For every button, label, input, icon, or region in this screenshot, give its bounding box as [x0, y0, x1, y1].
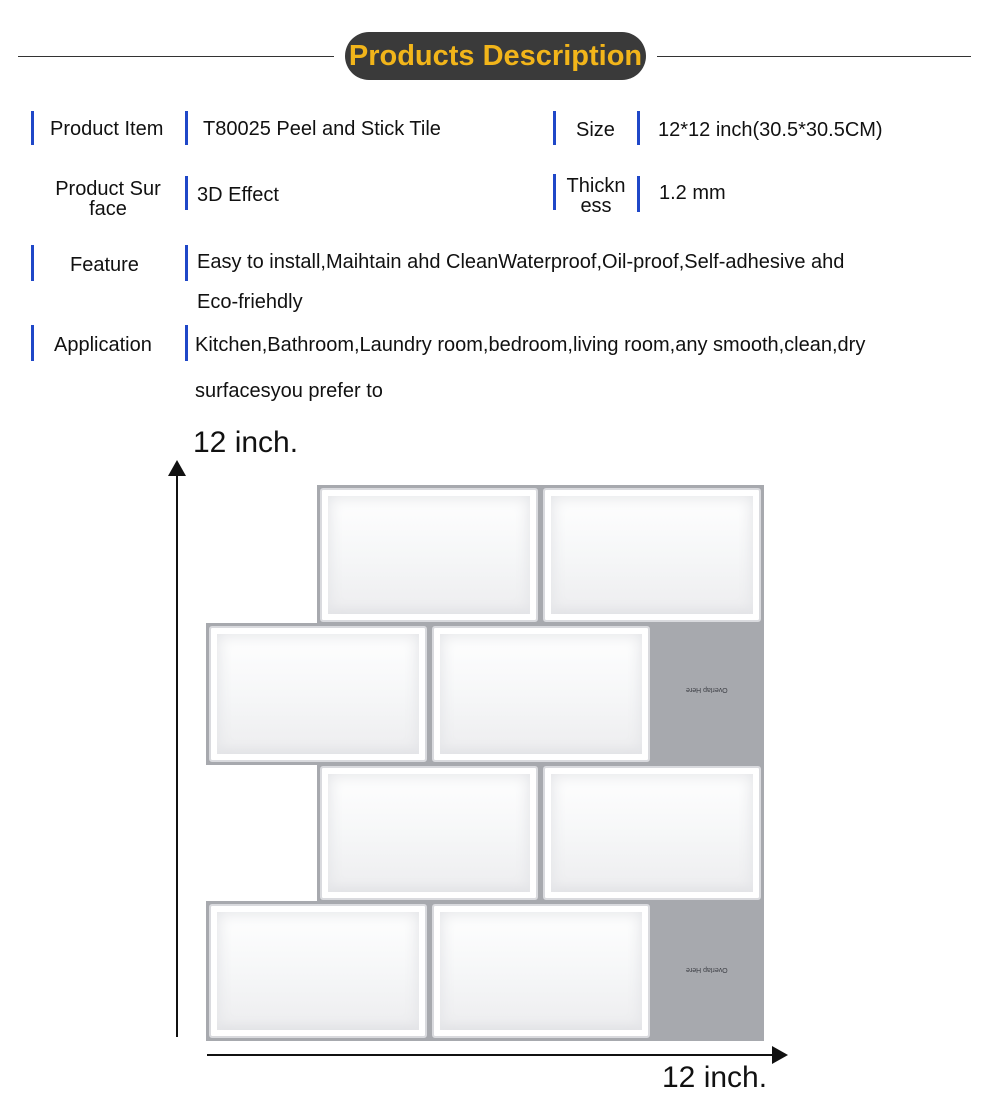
subway-tile [543, 488, 761, 622]
product-item-label: Product Item [50, 118, 164, 140]
product-surface-label-line1: Product Sur [55, 178, 161, 200]
width-dimension-label: 12 inch. [662, 1061, 768, 1094]
product-surface-value: 3D Effect [197, 184, 279, 206]
feature-value-line2: Eco-friehdly [197, 291, 303, 313]
product-surface-label-line2: face [89, 198, 127, 220]
subway-tile [543, 766, 761, 900]
overlap-label: Overlap Here [686, 686, 728, 693]
section-title: Products Description [345, 32, 646, 80]
thickness-value: 1.2 mm [659, 182, 726, 204]
feature-label: Feature [70, 254, 139, 276]
height-dimension-label: 12 inch. [193, 426, 299, 459]
application-value-line1: Kitchen,Bathroom,Laundry room,bedroom,living room,any smooth,clean,dry [195, 334, 866, 356]
subway-tile [432, 626, 650, 762]
thickness-label-line1: Thickn [566, 175, 626, 197]
size-value: 12*12 inch(30.5*30.5CM) [658, 119, 883, 141]
subway-tile [432, 904, 650, 1038]
thickness-label-line2: ess [580, 195, 612, 217]
subway-tile [320, 766, 538, 900]
size-label: Size [576, 119, 615, 141]
feature-value-line1: Easy to install,Maihtain ahd CleanWaterproof,Oil-proof,Self-adhesive ahd [197, 251, 845, 273]
overlap-label: Overlap Here [686, 966, 728, 973]
subway-tile [209, 626, 427, 762]
product-item-value: T80025 Peel and Stick Tile [203, 118, 441, 140]
subway-tile [209, 904, 427, 1038]
subway-tile [320, 488, 538, 622]
application-value-line2: surfacesyou prefer to [195, 380, 383, 402]
application-label: Application [54, 334, 152, 356]
